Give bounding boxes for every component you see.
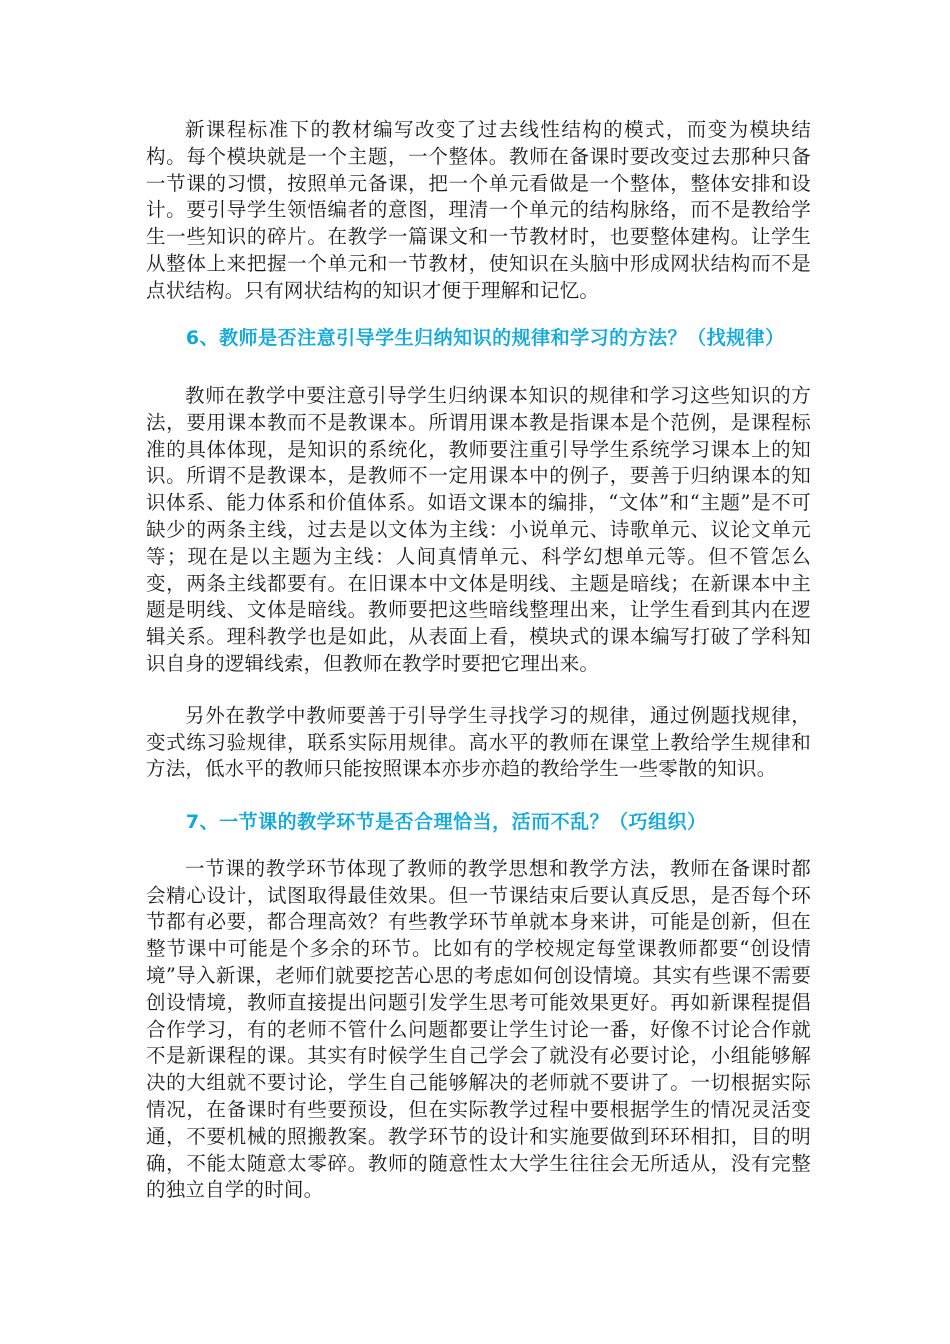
- section-heading-6: 6、教师是否注意引导学生归纳知识的规律和学习的方法？（找规律）: [185, 326, 785, 349]
- paragraph-teaching-steps: 一节课的教学环节体现了教师的教学思想和教学方法，教师在备课时都会精心设计，试图取得最佳效果。但一节课结束后要认真反思，是否每个环节都有必要，都合理高效？有些教学环节单就本身来讲，可能是创新，但在整节课中可能是个多余的环节。比如有的学校规定每堂课教师都要“创设情境”导入新课，老师们就要挖苦心思的考虑如何创设情境。其实有些课不需要创设情境，教师直接提出问题引发学生思考可能效果更好。再如新课程提倡合作学习，有的老师不管什么问题都要让学生讨论一番，好像不讨论合作就不是新课程的课。其实有时候学生自己学会了就没有必要讨论，小组能够解决的大组就不要讨论，学生自己能够解决的老师就不要讲了。一切根据实际情况，在备课时有些要预设，但在实际教学过程中要根据学生的情况灵活变通，不要机械的照搬教案。教学环节的设计和实施要做到环环相扣，目的明确，不能太随意太零碎。教师的随意性太大学生往往会无所适从，没有完整的独立自学的时间。: [146, 856, 811, 1202]
- section-heading-7: 7、一节课的教学环节是否合理恰当，活而不乱？（巧组织）: [185, 811, 707, 834]
- paragraph-find-rules: 另外在教学中教师要善于引导学生寻找学习的规律，通过例题找规律，变式练习验规律，联系实际用规律。高水平的教师在课堂上教给学生规律和方法，低水平的教师只能按照课本亦步亦趋的教给学生一些零散的知识。: [146, 703, 811, 781]
- paragraph-module-structure: 新课程标准下的教材编写改变了过去线性结构的模式，而变为模块结构。每个模块就是一个主题，一个整体。教师在备课时要改变过去那种只备一节课的习惯，按照单元备课，把一个单元看做是一个整体，整体安排和设计。要引导学生领悟编者的意图，理清一个单元的结构脉络，而不是教给学生一些知识的碎片。在教学一篇课文和一节教材时，也要整体建构。让学生从整体上来把握一个单元和一节教材，使知识在头脑中形成网状结构而不是点状结构。只有网状结构的知识才便于理解和记忆。: [146, 118, 811, 302]
- paragraph-summarize-rules: 教师在教学中要注意引导学生归纳课本知识的规律和学习这些知识的方法，要用课本教而不是教课本。所谓用课本教是指课本是个范例，是课程标准的具体体现，是知识的系统化，教师要注重引导学生系统学习课本上的知识。所谓不是教课本，是教师不一定用课本中的例子，要善于归纳课本的知识体系、能力体系和价值体系。如语文课本的编排，“文体”和“主题”是不可缺少的两条主线，过去是以文体为主线：小说单元、诗歌单元、议论文单元等；现在是以主题为主线：人间真情单元、科学幻想单元等。但不管怎么变，两条主线都要有。在旧课本中文体是明线、主题是暗线；在新课本中主题是明线、文体是暗线。教师要把这些暗线整理出来，让学生看到其内在逻辑关系。理科教学也是如此，从表面上看，模块式的课本编写打破了学科知识自身的逻辑线索，但教师在教学时要把它理出来。: [146, 384, 811, 676]
- document-page: [146, 117, 811, 1204]
